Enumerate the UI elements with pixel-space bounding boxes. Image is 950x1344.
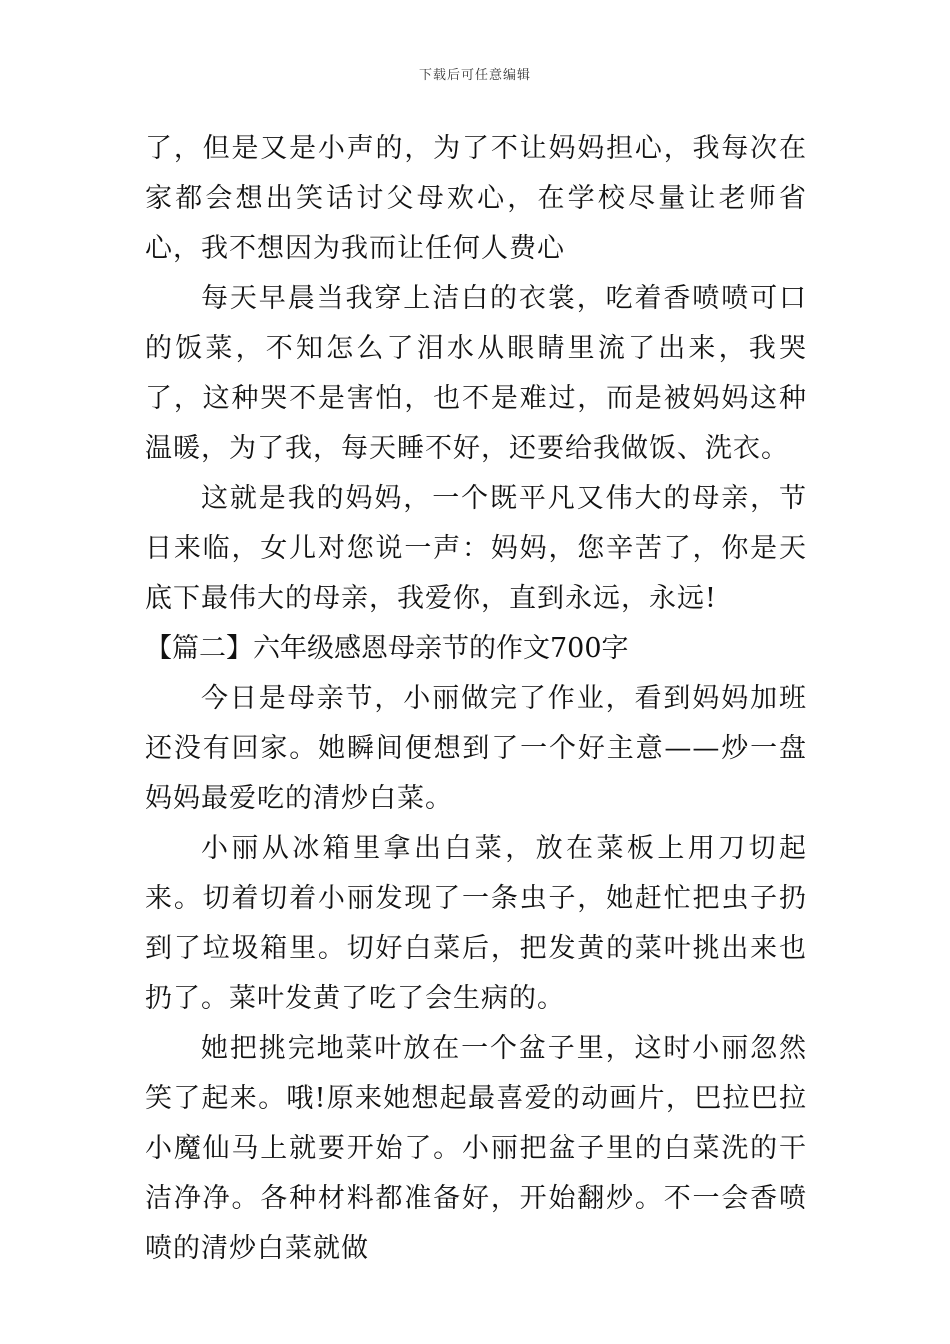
paragraph: 这就是我的妈妈，一个既平凡又伟大的母亲，节日来临，女儿对您说一声：妈妈，您辛苦了，你是天底下最伟大的母亲，我爱你，直到永远，永远! bbox=[145, 483, 807, 614]
document-body bbox=[145, 124, 807, 1274]
section-title: 【篇二】六年级感恩母亲节的作文700字 bbox=[145, 633, 629, 664]
paragraph: 今日是母亲节，小丽做完了作业，看到妈妈加班还没有回家。她瞬间便想到了一个好主意——炒一盘妈妈最爱吃的清炒白菜。 bbox=[145, 683, 807, 814]
paragraph-continued: 了，但是又是小声的，为了不让妈妈担心，我每次在家都会想出笑话讨父母欢心，在学校尽量让老师省心，我不想因为我而让任何人费心 bbox=[145, 133, 807, 264]
paragraph: 她把挑完地菜叶放在一个盆子里，这时小丽忽然笑了起来。哦!原来她想起最喜爱的动画片，巴拉巴拉小魔仙马上就要开始了。小丽把盆子里的白菜洗的干洁净净。各种材料都准备好，开始翻炒。不一会香喷喷的清炒白菜就做 bbox=[145, 1033, 807, 1264]
paragraph: 每天早晨当我穿上洁白的衣裳，吃着香喷喷可口的饭菜，不知怎么了泪水从眼睛里流了出来，我哭了，这种哭不是害怕，也不是难过，而是被妈妈这种温暖，为了我，每天睡不好，还要给我做饭、洗衣。 bbox=[145, 283, 807, 464]
paragraph: 小丽从冰箱里拿出白菜，放在菜板上用刀切起来。切着切着小丽发现了一条虫子，她赶忙把虫子扔到了垃圾箱里。切好白菜后，把发黄的菜叶挑出来也扔了。菜叶发黄了吃了会生病的。 bbox=[145, 833, 807, 1014]
page-header: 下载后可任意编辑 bbox=[418, 68, 531, 83]
